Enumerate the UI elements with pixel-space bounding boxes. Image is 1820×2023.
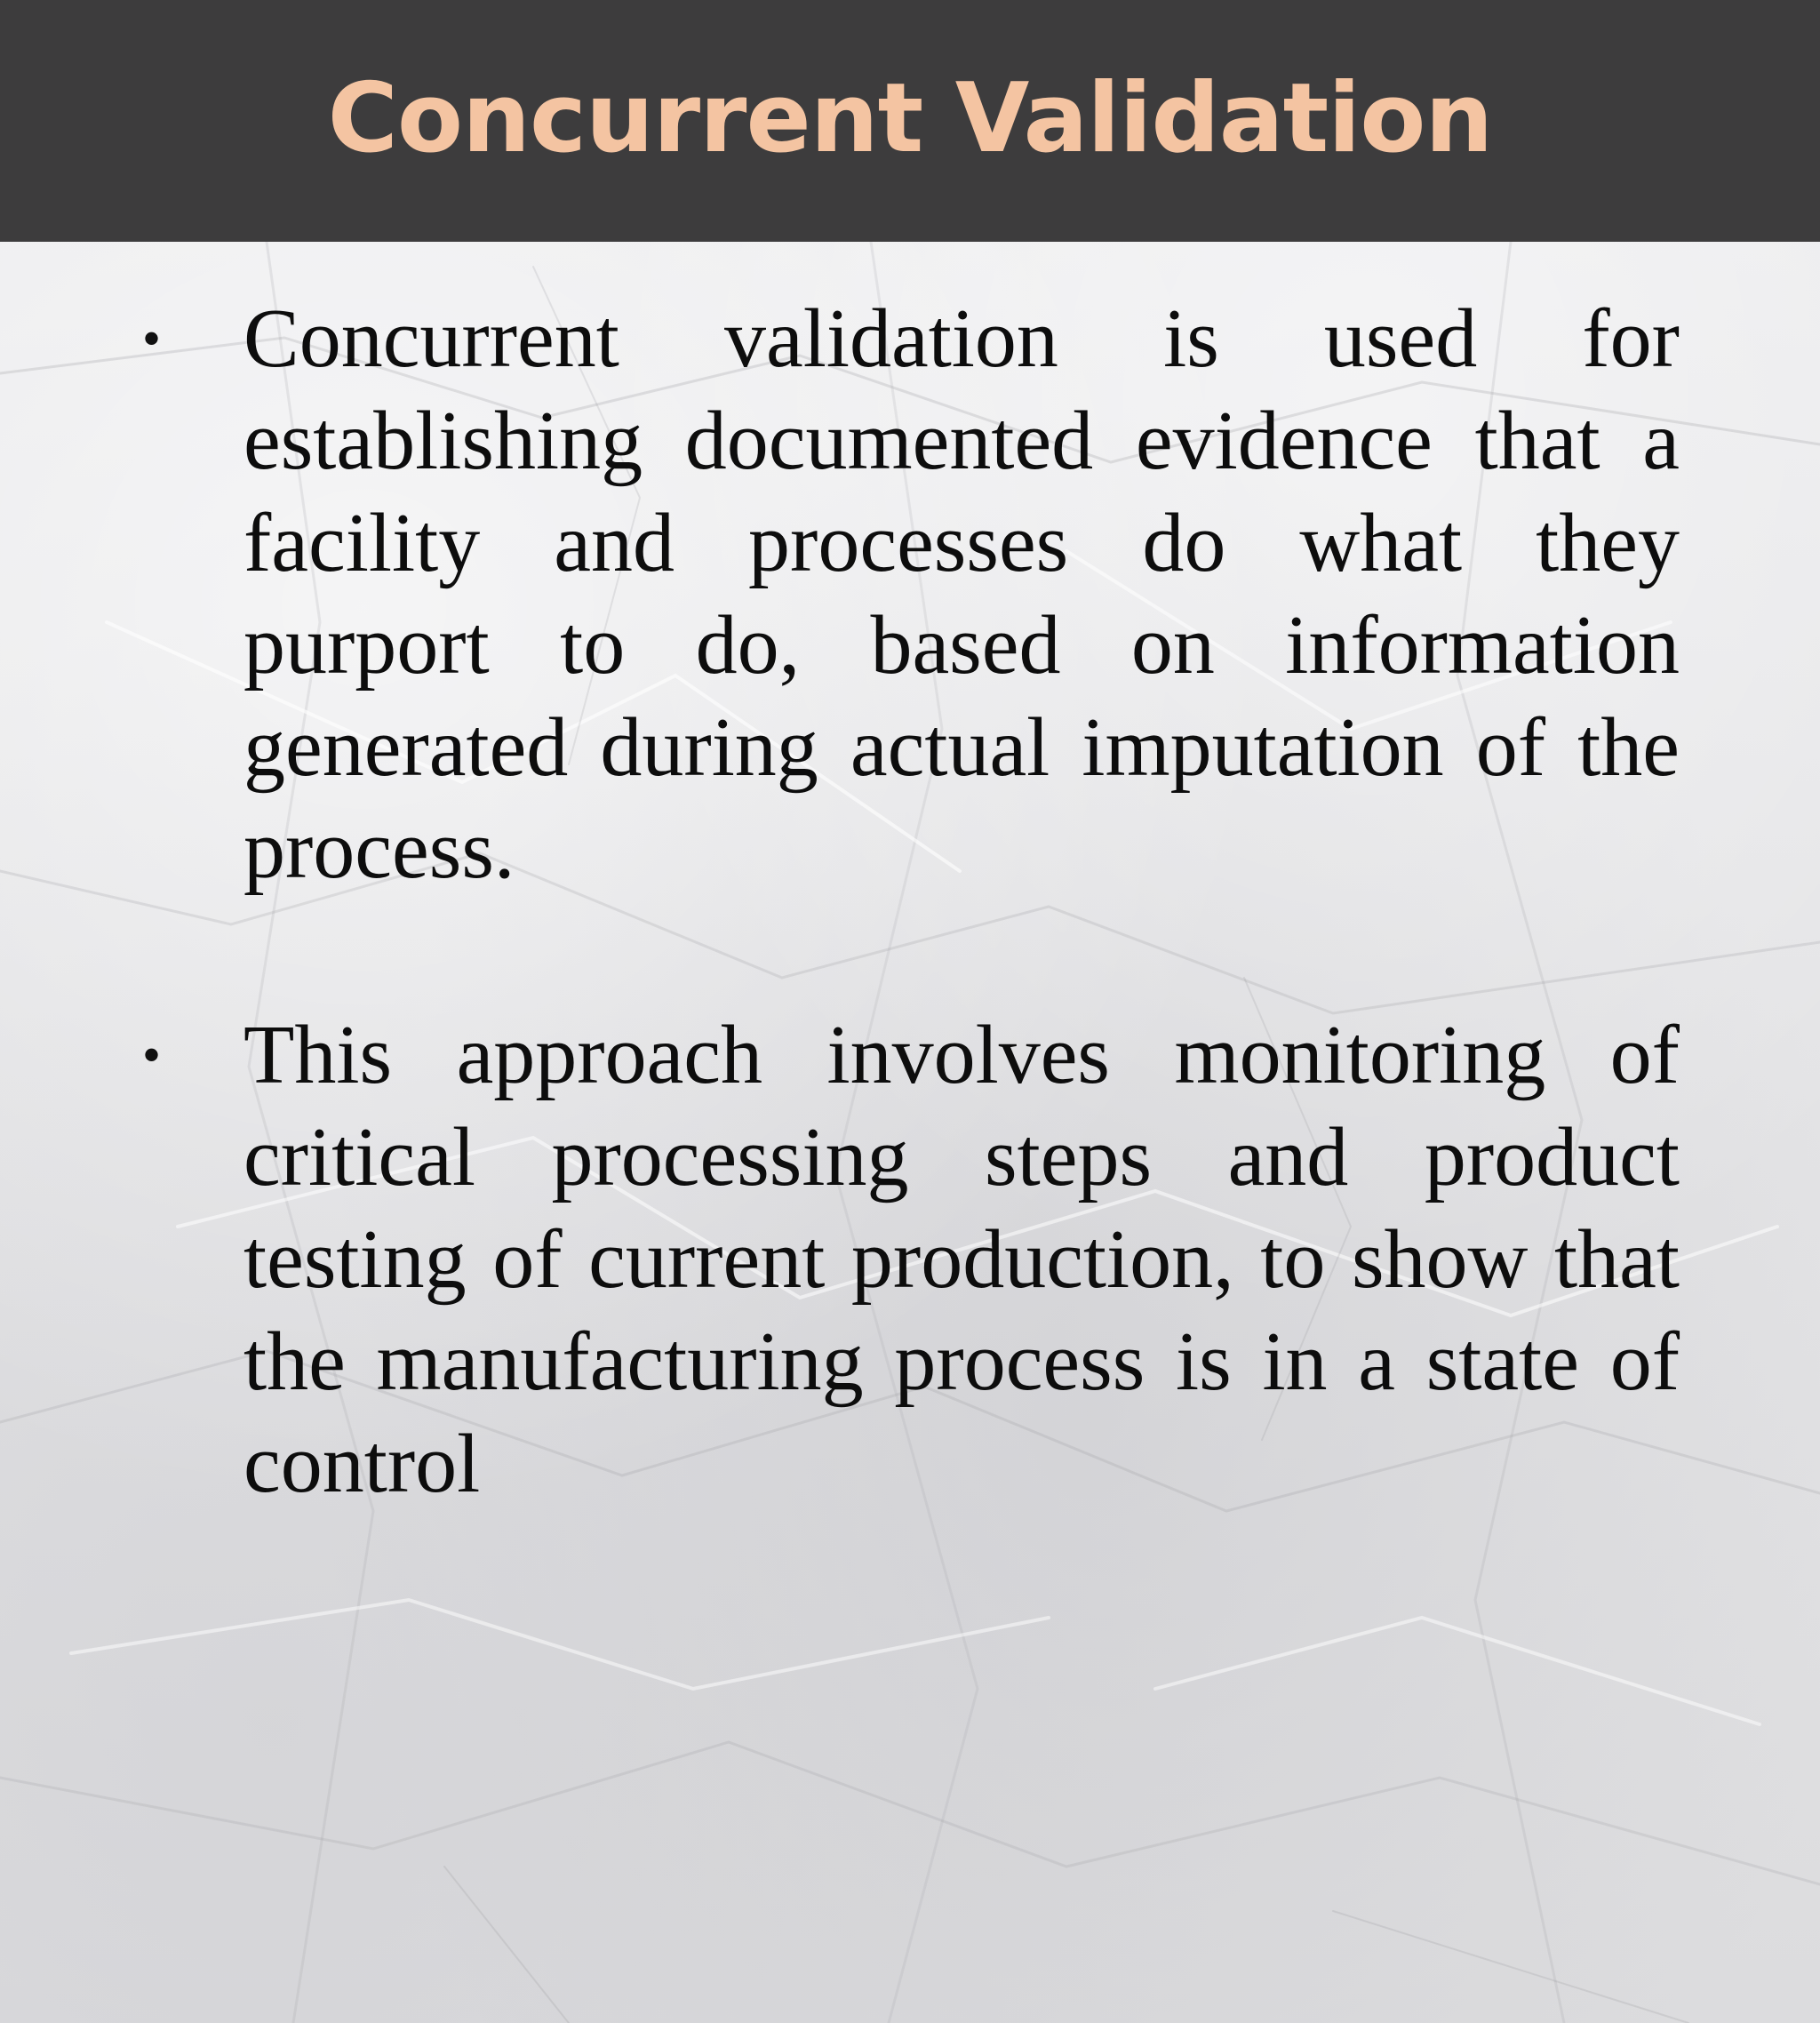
bullet-item — [142, 1004, 1680, 1515]
bullet-text: Concurrent validation is used for establishing documented evidence that a facility and processes do what they purport to do, based on information generated during actual imputation of the process. — [243, 292, 1680, 896]
bullet-dot-icon: • — [142, 1026, 162, 1084]
slide-title: Concurrent Validation — [327, 62, 1493, 174]
title-bar — [0, 0, 1820, 242]
bullet-text: This approach involves monitoring of critical processing steps and product testing of current production, to show that the manufacturing process is in a state of control — [243, 1009, 1680, 1510]
bullet-item — [142, 288, 1680, 901]
bullet-dot-icon: • — [142, 309, 162, 368]
